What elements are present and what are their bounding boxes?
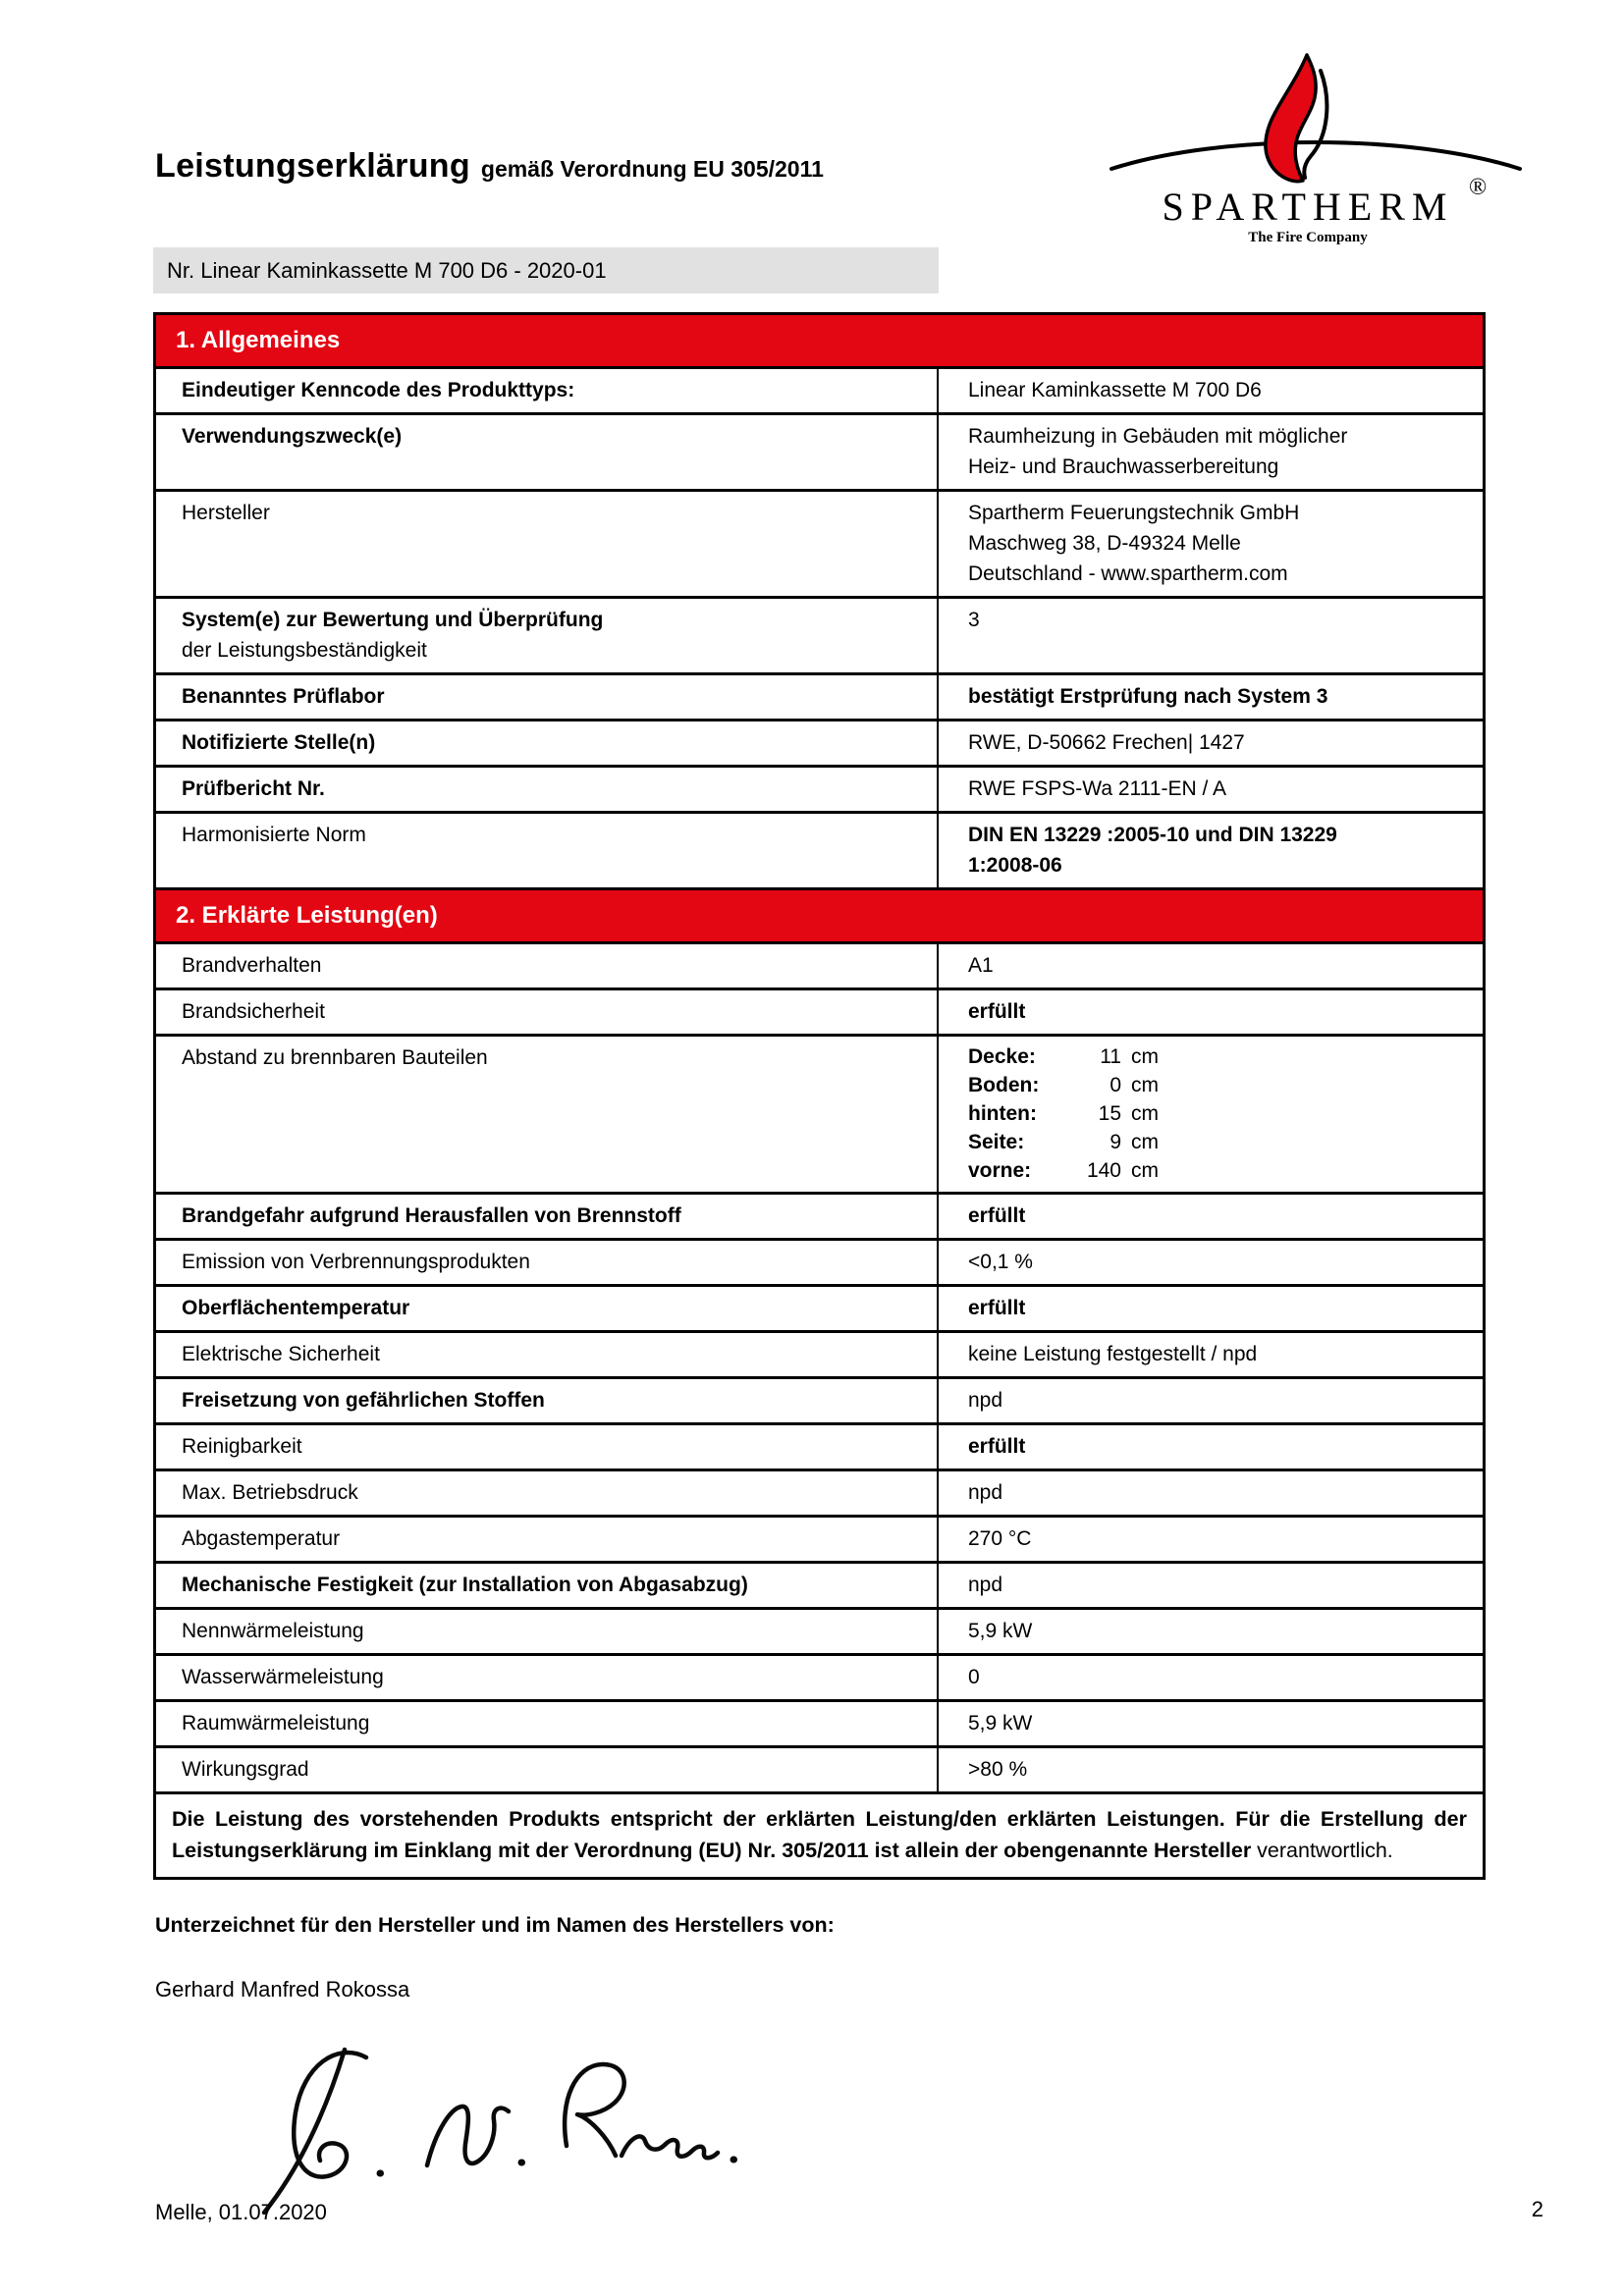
logo-graphic (1104, 39, 1528, 249)
row-label: Nennwärmeleistung (156, 1610, 939, 1653)
spartherm-logo (1104, 39, 1528, 249)
row-label: Emission von Verbrennungsprodukten (156, 1241, 939, 1284)
section-header-erklaerte-leistung: 2. Erklärte Leistung(en) (156, 887, 1483, 941)
table-row (156, 1699, 1483, 1745)
row-label: Hersteller (156, 492, 939, 596)
row-label: Benanntes Prüflabor (156, 675, 939, 719)
page-number: 2 (1531, 2197, 1543, 2221)
signatory-name: Gerhard Manfred Rokossa (155, 1977, 410, 2002)
declaration-table (153, 312, 1486, 1880)
row-value: erfüllt (968, 1000, 1026, 1023)
table-row (156, 412, 1483, 489)
row-label: Brandsicherheit (156, 990, 939, 1034)
row-value: 5,9 kW (968, 1620, 1033, 1642)
table-row (156, 366, 1483, 412)
row-label: Abstand zu brennbaren Bauteilen (156, 1037, 939, 1192)
row-label: Brandverhalten (156, 944, 939, 988)
row-value: 270 °C (968, 1527, 1032, 1550)
row-value: 5,9 kW (968, 1712, 1033, 1735)
row-label: Wirkungsgrad (156, 1748, 939, 1791)
distances-list (939, 1037, 1483, 1192)
row-label: Max. Betriebsdruck (156, 1471, 939, 1515)
table-row (156, 1561, 1483, 1607)
distance-line: hinten: 15 cm (968, 1102, 1159, 1125)
table-row (156, 988, 1483, 1034)
table-row (156, 1330, 1483, 1376)
row-value: DIN EN 13229 :2005-10 und DIN 13229 1:2008-06 (968, 824, 1337, 877)
brand-tagline: The Fire Company (1248, 230, 1368, 245)
row-value: Linear Kaminkassette M 700 D6 (968, 379, 1262, 401)
row-value: <0,1 % (968, 1251, 1033, 1273)
row-label: Mechanische Festigkeit (zur Installation von Abgasabzug) (156, 1564, 939, 1607)
row-label: System(e) zur Bewertung und Überprüfung der Leistungsbeständigkeit (156, 599, 939, 672)
distance-line: Boden: 0 cm (968, 1074, 1159, 1096)
row-value: erfüllt (968, 1435, 1026, 1458)
table-row (156, 1284, 1483, 1330)
table-row (156, 596, 1483, 672)
declaration-box (156, 1791, 1483, 1877)
row-label: Abgastemperatur (156, 1518, 939, 1561)
distance-line: vorne: 140 cm (968, 1159, 1159, 1182)
row-value: Raumheizung in Gebäuden mit möglicher Heiz- und Brauchwasserbereitung (968, 425, 1348, 478)
row-label: Oberflächentemperatur (156, 1287, 939, 1330)
row-value: erfüllt (968, 1297, 1026, 1319)
footer-place-date: Melle, 01.07.2020 (155, 2200, 327, 2224)
table-row (156, 1653, 1483, 1699)
distance-line: Seite: 9 cm (968, 1131, 1159, 1153)
row-label: Wasserwärmeleistung (156, 1656, 939, 1699)
row-value: >80 % (968, 1758, 1028, 1781)
table-row (156, 1607, 1483, 1653)
doc-number-bar: Nr. Linear Kaminkassette M 700 D6 - 2020-01 (153, 247, 939, 294)
table-row (156, 489, 1483, 596)
row-value: npd (968, 1481, 1003, 1504)
declaration-text-bold: Die Leistung des vorstehenden Produkts entspricht der erklärten Leistung/den erklärten Leistungen. Für die Erstellung der Leistungserklärung im Einklang mit der Verordnung (EU) Nr. 305/2011 ist allein der obengenannte Hersteller (172, 1807, 1467, 1862)
table-row (156, 765, 1483, 811)
row-label: Harmonisierte Norm (156, 814, 939, 887)
table-row (156, 941, 1483, 988)
row-value: 0 (968, 1666, 980, 1688)
row-value: Spartherm Feuerungstechnik GmbH Maschweg 38, D-49324 Melle Deutschland - www.spartherm.com (968, 502, 1300, 585)
row-label: Notifizierte Stelle(n) (156, 721, 939, 765)
table-row (156, 1192, 1483, 1238)
row-label: Elektrische Sicherheit (156, 1333, 939, 1376)
section-2-rows (156, 941, 1483, 1791)
row-label: Brandgefahr aufgrund Herausfallen von Brennstoff (156, 1195, 939, 1238)
section-header-allgemeines: 1. Allgemeines (156, 315, 1483, 366)
distance-line: Decke: 11 cm (968, 1045, 1159, 1068)
table-row (156, 1468, 1483, 1515)
table-row (156, 719, 1483, 765)
page-title: Leistungserklärung (155, 147, 470, 185)
row-value: A1 (968, 954, 994, 977)
row-value: RWE, D-50662 Frechen| 1427 (968, 731, 1245, 754)
brand-wordmark: SPARTHERM (1162, 185, 1454, 229)
row-label: Prüfbericht Nr. (156, 768, 939, 811)
row-value: bestätigt Erstprüfung nach System 3 (968, 685, 1328, 708)
table-row (156, 1745, 1483, 1791)
row-value: npd (968, 1389, 1003, 1412)
row-value: keine Leistung festgestellt / npd (968, 1343, 1258, 1365)
table-row (156, 1238, 1483, 1284)
table-row (156, 1422, 1483, 1468)
row-label: Freisetzung von gefährlichen Stoffen (156, 1379, 939, 1422)
declaration-text-regular: verantwortlich. (1251, 1839, 1393, 1862)
row-label: Raumwärmeleistung (156, 1702, 939, 1745)
row-value: npd (968, 1574, 1003, 1596)
row-label: Reinigbarkeit (156, 1425, 939, 1468)
row-label: Eindeutiger Kenncode des Produkttyps: (156, 369, 939, 412)
section-1-rows (156, 366, 1483, 887)
table-row (156, 1515, 1483, 1561)
table-row (156, 1034, 1483, 1192)
registered-mark: ® (1469, 175, 1488, 200)
row-label: Verwendungszweck(e) (156, 415, 939, 489)
table-row (156, 672, 1483, 719)
page-subtitle: gemäß Verordnung EU 305/2011 (480, 156, 824, 182)
page-title-block (155, 147, 824, 186)
table-row (156, 811, 1483, 887)
signatory-intro: Unterzeichnet für den Hersteller und im Namen des Herstellers von: (155, 1913, 835, 1937)
table-row (156, 1376, 1483, 1422)
row-value: RWE FSPS-Wa 2111-EN / A (968, 777, 1226, 800)
row-value: erfüllt (968, 1204, 1026, 1227)
signature-image (221, 2016, 771, 2217)
row-value: 3 (968, 609, 980, 631)
